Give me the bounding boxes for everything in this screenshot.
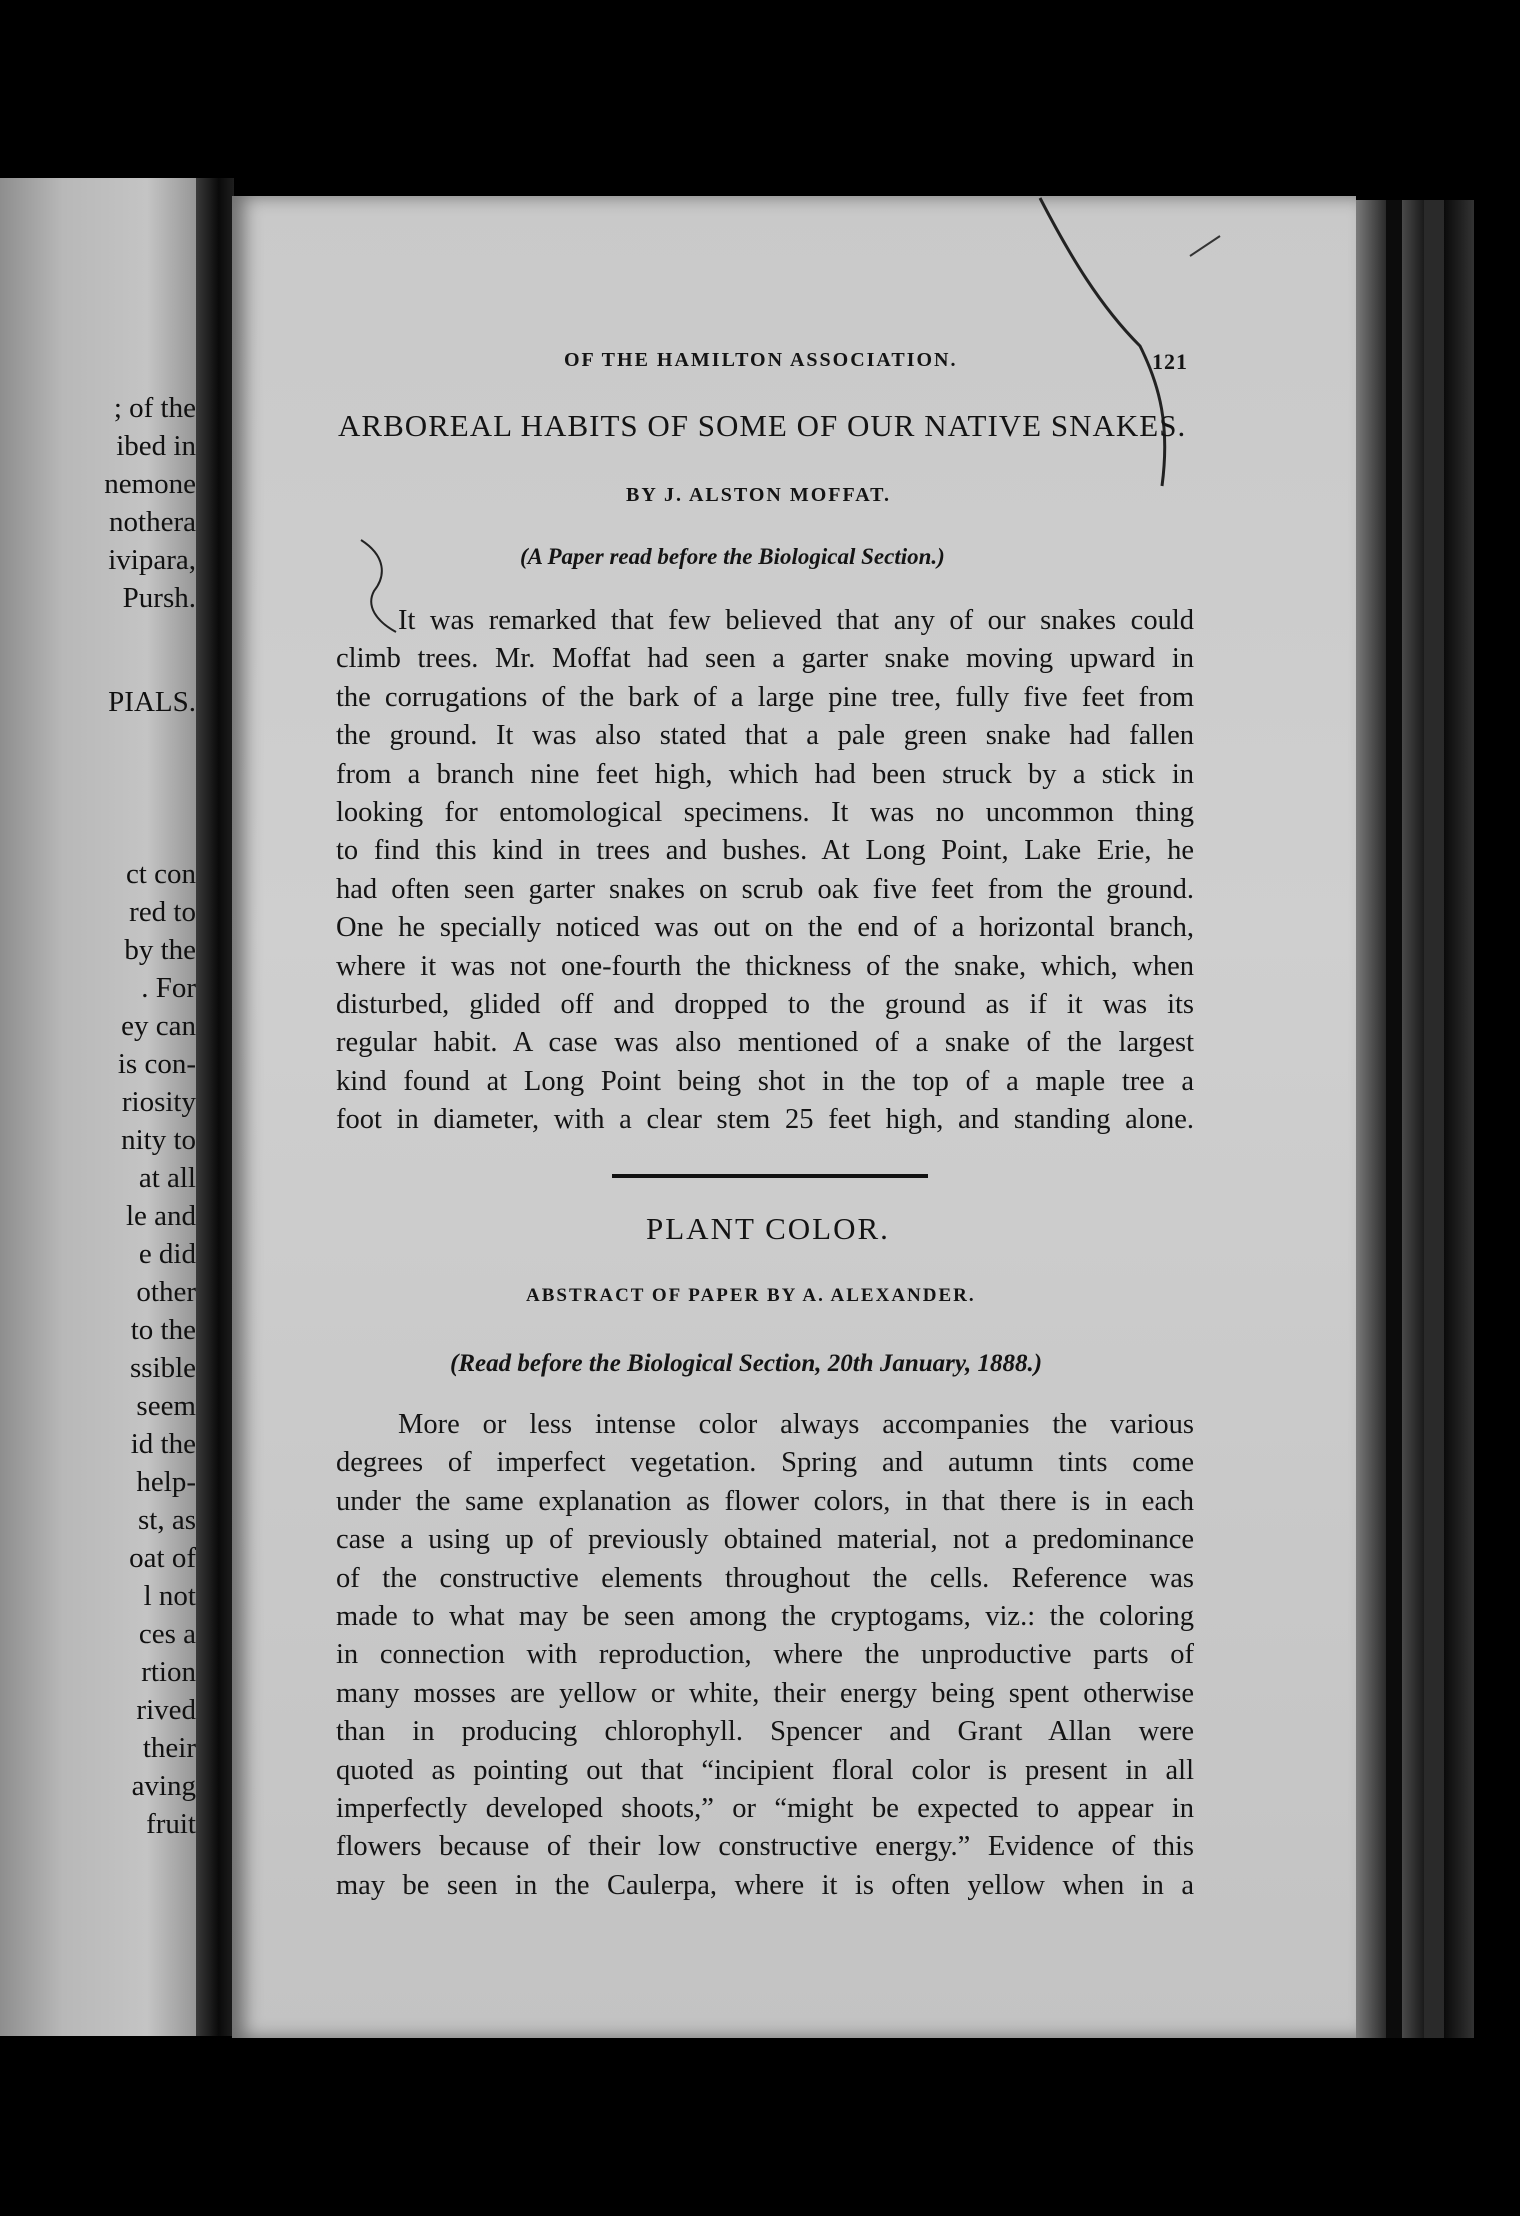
- text-line: climb trees. Mr. Moffat had seen a garter snake moving upward in: [336, 643, 1194, 675]
- left-page-line: help-: [136, 1466, 196, 1498]
- article-note: (Read before the Biological Section, 20th January, 1888.): [450, 1350, 1043, 1377]
- left-page-line: id the: [130, 1428, 196, 1460]
- article-note: (A Paper read before the Biological Section.): [520, 544, 945, 569]
- article-title: ARBOREAL HABITS OF SOME OF OUR NATIVE SNAKES.: [338, 408, 1187, 443]
- article-title: PLANT COLOR.: [646, 1211, 890, 1246]
- text-line: imperfectly developed shoots,” or “might be expected to appear in: [336, 1793, 1194, 1825]
- text-line: degrees of imperfect vegetation. Spring and autumn tints come: [336, 1447, 1194, 1479]
- left-page-line: ssible: [129, 1352, 196, 1384]
- left-page-line: other: [136, 1276, 196, 1308]
- text-line: had often seen garter snakes on scrub oak five feet from the ground.: [336, 873, 1194, 905]
- text-line: may be seen in the Caulerpa, where it is often yellow when in a: [336, 1869, 1194, 1901]
- left-page-line: Pursh.: [122, 582, 196, 614]
- left-page-line: nothera: [109, 506, 196, 538]
- text-line: than in producing chlorophyll. Spencer and Grant Allan were: [336, 1716, 1194, 1748]
- left-page-line: oat of: [129, 1542, 196, 1574]
- article-byline: ABSTRACT OF PAPER BY A. ALEXANDER.: [526, 1285, 976, 1306]
- page-edge: [1386, 200, 1402, 2038]
- left-page-line: PIALS.: [108, 686, 196, 718]
- left-page-line: st, as: [138, 1504, 196, 1536]
- text-line: One he specially noticed was out on the end of a horizontal branch,: [336, 912, 1194, 944]
- left-page-line: is con-: [117, 1048, 196, 1080]
- left-page-line: by the: [124, 934, 196, 966]
- page-edge: [1444, 200, 1474, 2038]
- left-page-line: ces a: [138, 1618, 196, 1650]
- page-number: 121: [1152, 349, 1188, 374]
- article-byline: BY J. ALSTON MOFFAT.: [626, 484, 892, 506]
- left-page-line: ey can: [121, 1010, 196, 1042]
- text-line: the ground. It was also stated that a pale green snake had fallen: [336, 720, 1194, 752]
- left-page-line: their: [142, 1732, 196, 1764]
- left-page-line: seem: [136, 1390, 196, 1422]
- text-line: many mosses are yellow or white, their energy being spent otherwise: [336, 1677, 1194, 1709]
- left-page-line: rtion: [141, 1656, 196, 1688]
- left-page-line: aving: [131, 1770, 196, 1802]
- left-page-line: red to: [129, 896, 196, 928]
- article-body: [336, 1406, 1194, 1905]
- left-page-line: ibed in: [116, 430, 196, 462]
- text-line: regular habit. A case was also mentioned of a snake of the largest: [336, 1027, 1194, 1059]
- section-divider: [612, 1174, 928, 1178]
- left-page-line: fruit: [146, 1808, 196, 1840]
- page-edge: [1402, 200, 1424, 2038]
- text-line: from a branch nine feet high, which had been struck by a stick in: [336, 758, 1194, 790]
- pencil-mark: [1030, 196, 1230, 496]
- left-page-line: e did: [138, 1238, 196, 1270]
- text-line: disturbed, glided off and dropped to the ground as if it was its: [336, 989, 1194, 1021]
- left-page-line: at all: [138, 1162, 196, 1194]
- left-page-line: ct con: [125, 858, 196, 890]
- left-page-line: l not: [143, 1580, 196, 1612]
- text-line: in connection with reproduction, where the unproductive parts of: [336, 1639, 1194, 1671]
- left-page-line: nemone: [104, 468, 196, 500]
- left-page-line: . For: [141, 972, 196, 1004]
- left-page-line: rived: [136, 1694, 196, 1726]
- text-line: More or less intense color always accompanies the various: [398, 1409, 1194, 1440]
- page-edge: [1356, 200, 1386, 2038]
- text-line: where it was not one-fourth the thickness of the snake, which, when: [336, 950, 1194, 982]
- text-line: of the constructive elements throughout the cells. Reference was: [336, 1562, 1194, 1594]
- left-page-line: ; of the: [113, 392, 196, 424]
- text-line: foot in diameter, with a clear stem 25 feet high, and standing alone.: [336, 1104, 1194, 1136]
- text-line: flowers because of their low constructive energy.” Evidence of this: [336, 1831, 1194, 1863]
- left-page-line: to the: [130, 1314, 196, 1346]
- text-line: to find this kind in trees and bushes. At Long Point, Lake Erie, he: [336, 835, 1194, 867]
- text-line: kind found at Long Point being shot in the top of a maple tree a: [336, 1065, 1194, 1097]
- left-page-line: le and: [125, 1200, 196, 1232]
- text-line: made to what may be seen among the cryptogams, viz.: the coloring: [336, 1601, 1194, 1633]
- page-edge: [1424, 200, 1444, 2038]
- left-gutter-shadow: [196, 178, 234, 2036]
- text-line: the corrugations of the bark of a large pine tree, fully five feet from: [336, 681, 1194, 713]
- left-page-line: nity to: [121, 1124, 196, 1156]
- left-page-fragment: [0, 178, 210, 2036]
- text-line: case a using up of previously obtained material, not a predominance: [336, 1524, 1194, 1556]
- text-line: looking for entomological specimens. It was no uncommon thing: [336, 797, 1194, 829]
- text-line: under the same explanation as flower colors, in that there is in each: [336, 1485, 1194, 1517]
- running-head: OF THE HAMILTON ASSOCIATION.: [564, 349, 958, 371]
- left-page-line: riosity: [121, 1086, 196, 1118]
- text-line: It was remarked that few believed that any of our snakes could: [398, 605, 1194, 636]
- left-page-line: ivipara,: [108, 544, 196, 576]
- article-body: [336, 602, 1194, 1140]
- text-line: quoted as pointing out that “incipient floral color is present in all: [336, 1754, 1194, 1786]
